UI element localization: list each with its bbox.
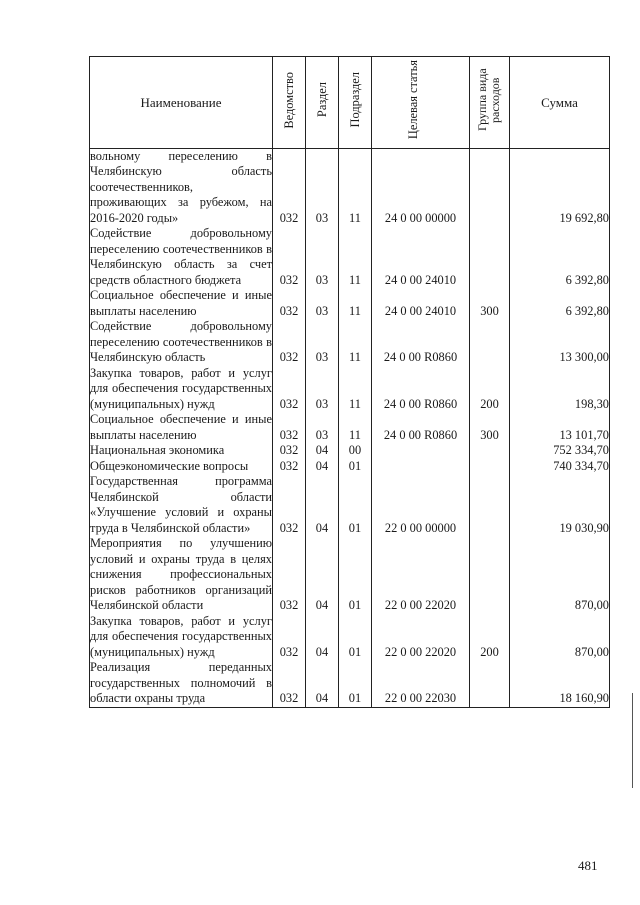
table-row xyxy=(90,288,610,319)
header-group-cell xyxy=(470,57,510,149)
cell-name: Национальная экономика xyxy=(90,443,273,459)
cell-subsection: 01 xyxy=(339,614,372,661)
cell-expense-group xyxy=(470,536,510,614)
cell-section: 03 xyxy=(306,366,339,413)
cell-section: 03 xyxy=(306,319,339,366)
cell-amount: 6 392,80 xyxy=(510,226,610,288)
cell-target-article xyxy=(372,443,470,459)
cell-name: Общеэкономические вопросы xyxy=(90,459,273,475)
cell-amount: 19 692,80 xyxy=(510,148,610,226)
cell-name: Содействие добровольному переселению соотечественников в Челябинскую область за счет средств областного бюджета xyxy=(90,226,272,287)
cell-section: 04 xyxy=(306,536,339,614)
cell-amount: 13 101,70 xyxy=(510,412,610,443)
table-row xyxy=(90,459,610,475)
cell-section: 04 xyxy=(306,660,339,707)
cell-department: 032 xyxy=(273,226,306,288)
table-row xyxy=(90,443,610,459)
cell-name: Содействие добровольному переселению соотечественников в Челябинскую область xyxy=(90,319,272,364)
cell-target-article: 24 0 00 R0860 xyxy=(372,366,470,413)
cell-target-article: 24 0 00 R0860 xyxy=(372,319,470,366)
table-row xyxy=(90,660,610,707)
cell-target-article: 22 0 00 00000 xyxy=(372,474,470,536)
cell-amount: 6 392,80 xyxy=(510,288,610,319)
header-department: Ведомство xyxy=(281,71,296,129)
cell-section: 04 xyxy=(306,614,339,661)
table-row xyxy=(90,366,610,413)
cell-department: 032 xyxy=(273,660,306,707)
header-target-article: Целевая статья xyxy=(405,60,420,140)
cell-department: 032 xyxy=(273,536,306,614)
cell-expense-group xyxy=(470,226,510,288)
cell-amount: 740 334,70 xyxy=(510,459,610,475)
cell-subsection: 11 xyxy=(339,288,372,319)
header-amount: Сумма xyxy=(510,57,610,149)
header-section-cell xyxy=(306,57,339,149)
cell-section: 03 xyxy=(306,226,339,288)
cell-amount: 19 030,90 xyxy=(510,474,610,536)
cell-target-article: 24 0 00 00000 xyxy=(372,148,470,226)
cell-department: 032 xyxy=(273,288,306,319)
cell-subsection: 11 xyxy=(339,319,372,366)
cell-target-article: 22 0 00 22030 xyxy=(372,660,470,707)
cell-subsection: 01 xyxy=(339,459,372,475)
cell-department: 032 xyxy=(273,443,306,459)
cell-name: Закупка товаров, работ и услуг для обеспечения государственных (муниципальных) нужд xyxy=(90,365,272,411)
cell-target-article xyxy=(372,459,470,475)
cell-subsection: 01 xyxy=(339,474,372,536)
cell-expense-group xyxy=(470,148,510,226)
cell-amount: 752 334,70 xyxy=(510,443,610,459)
cell-amount: 18 160,90 xyxy=(510,660,610,707)
cell-expense-group: 300 xyxy=(470,288,510,319)
header-department-cell xyxy=(273,57,306,149)
table-row xyxy=(90,148,610,226)
table-row xyxy=(90,319,610,366)
table-body xyxy=(90,148,610,707)
cell-subsection: 11 xyxy=(339,366,372,413)
cell-target-article: 24 0 00 R0860 xyxy=(372,412,470,443)
header-subsection-cell xyxy=(339,57,372,149)
cell-department: 032 xyxy=(273,474,306,536)
cell-section: 04 xyxy=(306,459,339,475)
cell-expense-group xyxy=(470,319,510,366)
cell-name: Государственная программа Челябинской области «Улучшение условий и охраны труда в Челябинской области» xyxy=(90,474,272,535)
cell-target-article: 24 0 00 24010 xyxy=(372,288,470,319)
cell-target-article: 24 0 00 24010 xyxy=(372,226,470,288)
cell-section: 03 xyxy=(306,288,339,319)
table-row xyxy=(90,536,610,614)
cell-section: 03 xyxy=(306,412,339,443)
cell-expense-group xyxy=(470,459,510,475)
cell-subsection: 00 xyxy=(339,443,372,459)
cell-expense-group: 200 xyxy=(470,366,510,413)
cell-amount: 13 300,00 xyxy=(510,319,610,366)
cell-amount: 870,00 xyxy=(510,614,610,661)
cell-name: Реализация переданных государственных полномочий в области охраны труда xyxy=(90,660,272,705)
cell-amount: 198,30 xyxy=(510,366,610,413)
cell-subsection: 11 xyxy=(339,226,372,288)
cell-name: Закупка товаров, работ и услуг для обеспечения государственных (муниципальных) нужд xyxy=(90,613,272,659)
scan-edge-mark xyxy=(632,693,633,788)
table-row xyxy=(90,412,610,443)
cell-department: 032 xyxy=(273,412,306,443)
cell-department: 032 xyxy=(273,614,306,661)
cell-target-article: 22 0 00 22020 xyxy=(372,536,470,614)
cell-expense-group: 300 xyxy=(470,412,510,443)
cell-name: вольному переселению в Челябинскую область соотечественников, проживающих за рубежом, на 2016-2020 годы» xyxy=(90,148,272,225)
cell-subsection: 11 xyxy=(339,148,372,226)
cell-amount: 870,00 xyxy=(510,536,610,614)
page-number: 481 xyxy=(578,858,598,873)
cell-department: 032 xyxy=(273,366,306,413)
cell-subsection: 01 xyxy=(339,536,372,614)
table-row xyxy=(90,614,610,661)
header-name: Наименование xyxy=(90,57,273,149)
budget-table xyxy=(89,56,610,708)
header-subsection: Подраздел xyxy=(347,72,362,128)
cell-section: 03 xyxy=(306,148,339,226)
header-expense-group: Группа вида расходов xyxy=(474,68,502,132)
cell-name: Социальное обеспечение и иные выплаты населению xyxy=(90,288,272,318)
cell-name: Мероприятия по улучшению условий и охраны труда в целях снижения профессиональных рисков работников организаций Челябинской области xyxy=(90,536,272,612)
cell-target-article: 22 0 00 22020 xyxy=(372,614,470,661)
cell-department: 032 xyxy=(273,148,306,226)
cell-department: 032 xyxy=(273,459,306,475)
cell-section: 04 xyxy=(306,474,339,536)
cell-department: 032 xyxy=(273,319,306,366)
header-section: Раздел xyxy=(314,82,329,118)
cell-expense-group xyxy=(470,474,510,536)
table-header-row xyxy=(90,57,610,149)
cell-subsection: 01 xyxy=(339,660,372,707)
cell-section: 04 xyxy=(306,443,339,459)
cell-expense-group xyxy=(470,443,510,459)
cell-expense-group: 200 xyxy=(470,614,510,661)
table-row xyxy=(90,226,610,288)
cell-subsection: 11 xyxy=(339,412,372,443)
table-row xyxy=(90,474,610,536)
header-target-cell xyxy=(372,57,470,149)
cell-name: Социальное обеспечение и иные выплаты населению xyxy=(90,412,272,442)
cell-expense-group xyxy=(470,660,510,707)
